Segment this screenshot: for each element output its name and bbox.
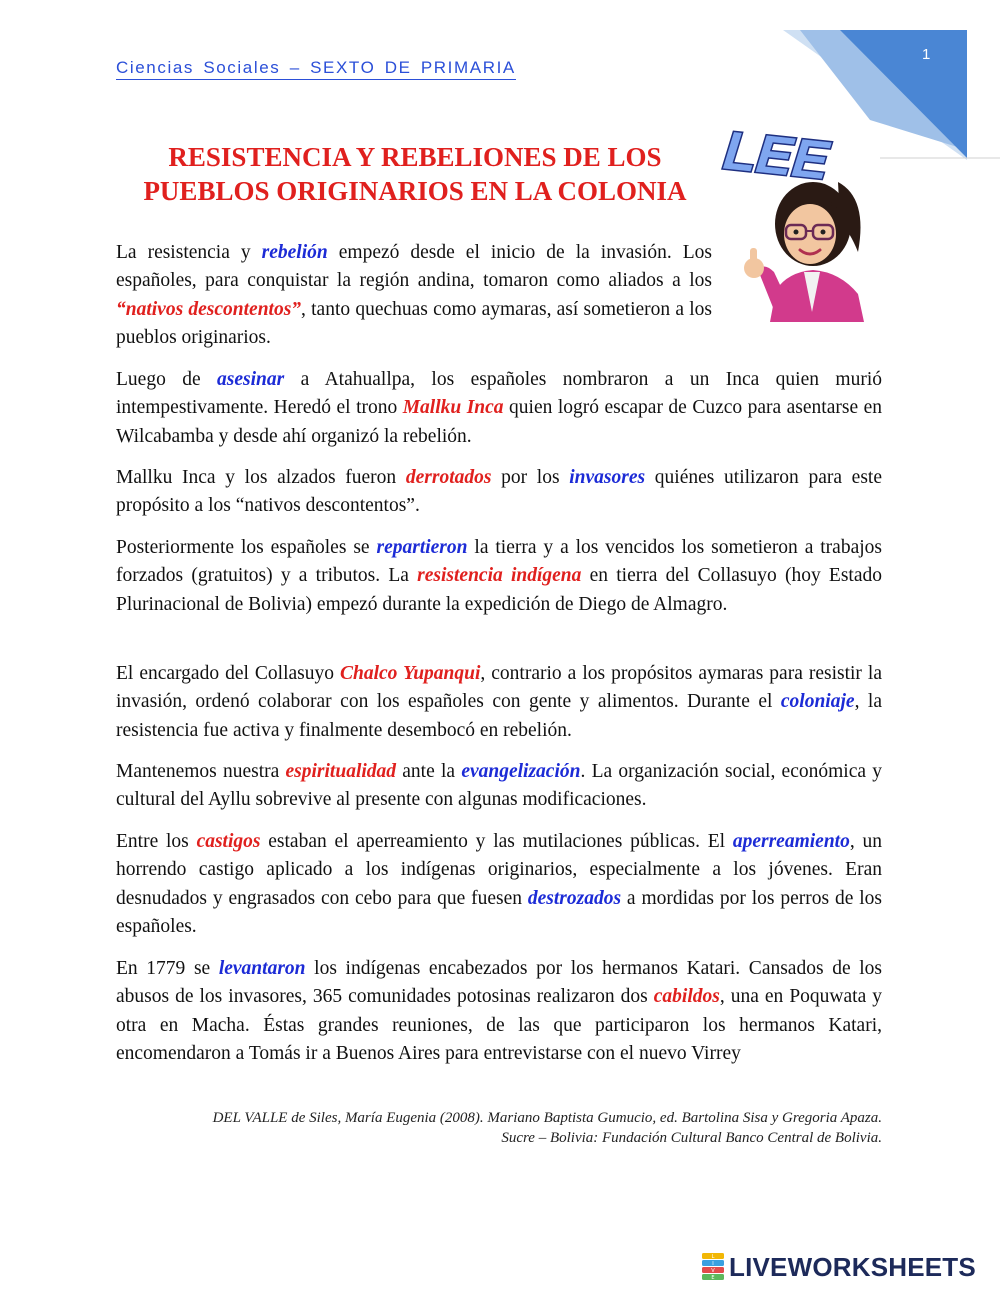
title-line-1: RESISTENCIA Y REBELIONES DE LOS [168, 142, 662, 172]
paragraph-7: Entre los castigos estaban el aperreamiento y las mutilaciones públicas. El aperreamiento, un horrendo castigo aplicado a los indígenas originarios, especialmente a los jóvenes. Eran desnudados y engrasados con cebo para que fuesen destrozados a mordidas por los perros de los españoles. [116, 831, 883, 938]
keyword-repartieron: repartieron [376, 537, 468, 558]
liveworksheets-wordmark: LIVEWORKSHEETS [729, 1251, 976, 1282]
paragraph-2: Luego de asesinar a Atahuallpa, los españoles nombraron a un Inca quien murió intempestivamente. Heredó el trono Mallku Inca quien logró escapar de Cuzco para asentarse en Wilcabamba y desde ahí organizó la rebelión. [116, 369, 882, 447]
cartoon-girl-icon [744, 182, 864, 322]
keyword-derrotados: derrotados [405, 467, 492, 488]
keyword-rebelion: rebelión [261, 242, 328, 263]
keyword-castigos: castigos [196, 831, 261, 852]
keyword-levantaron: levantaron [218, 958, 306, 979]
liveworksheets-logo-icon [702, 1253, 724, 1281]
keyword-espiritualidad: espiritualidad [285, 761, 397, 782]
liveworksheets-brand [702, 1252, 976, 1282]
keyword-resistencia-indigena: resistencia indígena [417, 565, 582, 587]
lee-sticker-illustration [718, 112, 878, 322]
course-header: Ciencias Sociales – SEXTO DE PRIMARIA [116, 58, 516, 80]
keyword-invasores: invasores [569, 467, 646, 488]
logo-letter-v: V [711, 1268, 715, 1274]
paragraph-5: El encargado del Collasuyo Chalco Yupanqui, contrario a los propósitos aymaras para resistir la invasión, ordenó colaborar con los españoles con gente y alimentos. Durante el coloniaje, la resistencia fue activa y finalmente desembocó en rebelión. [116, 663, 882, 741]
keyword-chalco-yupanqui: Chalco Yupanqui [340, 663, 481, 684]
paragraph-8: En 1779 se levantaron los indígenas encabezados por los hermanos Katari. Cansados de los abusos de los invasores, 365 comunidades potosinas realizaron dos cabildos, una en Poquwata y otra en Macha. Éstas grandes reuniones, de las que participaron los hermanos Katari, encomendaron a Tomás ir a Buenos Aires para entrevistarse con el nuevo Virrey [116, 958, 882, 1065]
keyword-destrozados: destrozados [527, 887, 622, 909]
citation [102, 1108, 882, 1148]
keyword-mallku-inca: Mallku Inca [402, 397, 504, 419]
document-title [110, 140, 720, 208]
keyword-evangelizacion: evangelización [461, 761, 581, 782]
keyword-aperreamiento: aperreamiento [732, 831, 850, 852]
keyword-coloniaje: coloniaje [780, 691, 855, 713]
paragraph-4: Posteriormente los españoles se repartieron la tierra y a los vencidos los sometieron a trabajos forzados (gratuitos) y a tributos. La resistencia indígena en tierra del Collasuyo (hoy Estado Plurinacional de Bolivia) empezó durante la expedición de Diego de Almagro. [116, 537, 883, 615]
paragraph-6: Mantenemos nuestra espiritualidad ante la evangelización. La organización social, económica y cultural del Ayllu sobrevive al presente con algunas modificaciones. [116, 761, 882, 811]
paragraph-3: Mallku Inca y los alzados fueron derrotados por los invasores quiénes utilizaron para este propósito a los “nativos descontentos”. [116, 467, 883, 517]
keyword-nativos-descontentos: “nativos descontentos” [116, 298, 302, 320]
title-line-2: PUEBLOS ORIGINARIOS EN LA COLONIA [143, 176, 687, 206]
citation-line-1: DEL VALLE de Siles, María Eugenia (2008). Mariano Baptista Gumucio, ed. Bartolina Sisa y Gregoria Apaza. [212, 1110, 882, 1126]
citation-line-2: Sucre – Bolivia: Fundación Cultural Banco Central de Bolivia. [501, 1130, 882, 1146]
logo-letter-i: I [712, 1261, 714, 1267]
lee-sticker-word: LEE [720, 120, 832, 192]
logo-letter-e: E [711, 1275, 715, 1281]
keyword-asesinar: asesinar [217, 369, 285, 390]
logo-letter-l: L [711, 1254, 715, 1260]
keyword-cabildos: cabildos [653, 986, 720, 1008]
paragraph-1: La resistencia y rebelión empezó desde el inicio de la invasión. Los españoles, para conquistar la región andina, tomaron como aliados a los “nativos descontentos”, tanto quechuas como aymaras, así sometieron a los pueblos originarios. [116, 242, 712, 349]
page-number: 1 [922, 46, 931, 63]
